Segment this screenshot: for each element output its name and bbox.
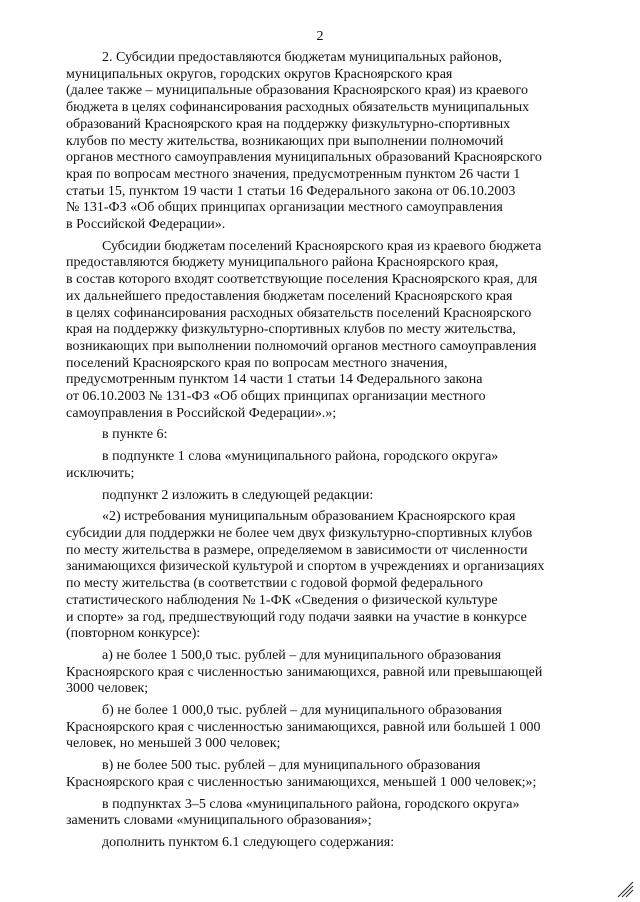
- paragraph-subpoint-2-intro: подпункт 2 изложить в следующей редакции:: [102, 487, 374, 503]
- paragraph-settlement-subsidies: Субсидии бюджетам поселений Красноярского края из краевого бюджета предоставляются бюджету муниципального района Красноярского края, в состав которого входят соответствующие поселения Красноярского края, для их дальнейшего предоставления бюджетам поселений Красноярского края в целях софинансирования расходных обязательств поселений Красноярского края на поддержку физкультурно-спортивных клубов по месту жительства, возникающих при выполнении полномочий органов местного самоуправления поселений Красноярского края по вопросам местного значения, предусмотренным пунктом 14 части 1 статьи 14 Федерального закона от 06.10.2003 № 131-ФЗ «Об общих принципах организации местного самоуправления в Российской Федерации».»;: [66, 238, 542, 421]
- paragraph-subpoints-3-5: в подпунктах 3–5 слова «муниципального района, городского округа» заменить словами «муниципального образования»;: [66, 796, 520, 829]
- scan-corner-mark: [616, 880, 634, 898]
- page-number: 2: [316, 29, 324, 44]
- paragraph-point-6: в пункте 6:: [102, 427, 168, 443]
- paragraph-subpoint-1: в подпункте 1 слова «муниципального района, городского округа» исключить;: [66, 449, 499, 481]
- paragraph-item-a: а) не более 1 500,0 тыс. рублей – для муниципального образования Красноярского края с численностью занимающихся, равной или превышающей 3000 человек;: [66, 647, 543, 697]
- paragraph-subpoint-2-text: «2) истребования муниципальным образованием Красноярского края субсидии для поддержки не более чем двух физкультурно-спортивных клубов по месту жительства в размере, определяемом в зависимости от численности занимающихся физической культурой и спортом в учреждениях и организациях по месту жительства (в соответствии с годовой формой федерального статистического наблюдения № 1-ФК «Сведения о физической культуре и спорте» за год, предшествующий году подачи заявки на участие в конкурсе (повторном конкурсе):: [66, 509, 545, 642]
- document-body: [66, 50, 584, 857]
- paragraph-item-v: в) не более 500 тыс. рублей – для муниципального образования Красноярского края с численностью занимающихся, меньшей 1 000 человек;»;: [66, 758, 537, 790]
- paragraph-subsidy-purpose: 2. Субсидии предоставляются бюджетам муниципальных районов, муниципальных округов, городских округов Красноярского края (далее также – муниципальные образования Красноярского края) из краевого бюджета в целях софинансирования расходных обязательств муниципальных образований Красноярского края на поддержку физкультурно-спортивных клубов по месту жительства, возникающих при выполнении полномочий органов местного самоуправления муниципальных образований Красноярского края по вопросам местного значения, предусмотренным пунктом 26 части 1 статьи 15, пунктом 19 части 1 статьи 16 Федерального закона от 06.10.2003 № 131-ФЗ «Об общих принципах организации местного самоуправления в Российской Федерации».: [66, 50, 542, 233]
- paragraph-item-b: б) не более 1 000,0 тыс. рублей – для муниципального образования Красноярского края с численностью занимающихся, равной или большей 1 000 человек, но меньшей 3 000 человек;: [66, 703, 541, 752]
- paragraph-add-point-6-1: дополнить пунктом 6.1 следующего содержания:: [102, 834, 395, 850]
